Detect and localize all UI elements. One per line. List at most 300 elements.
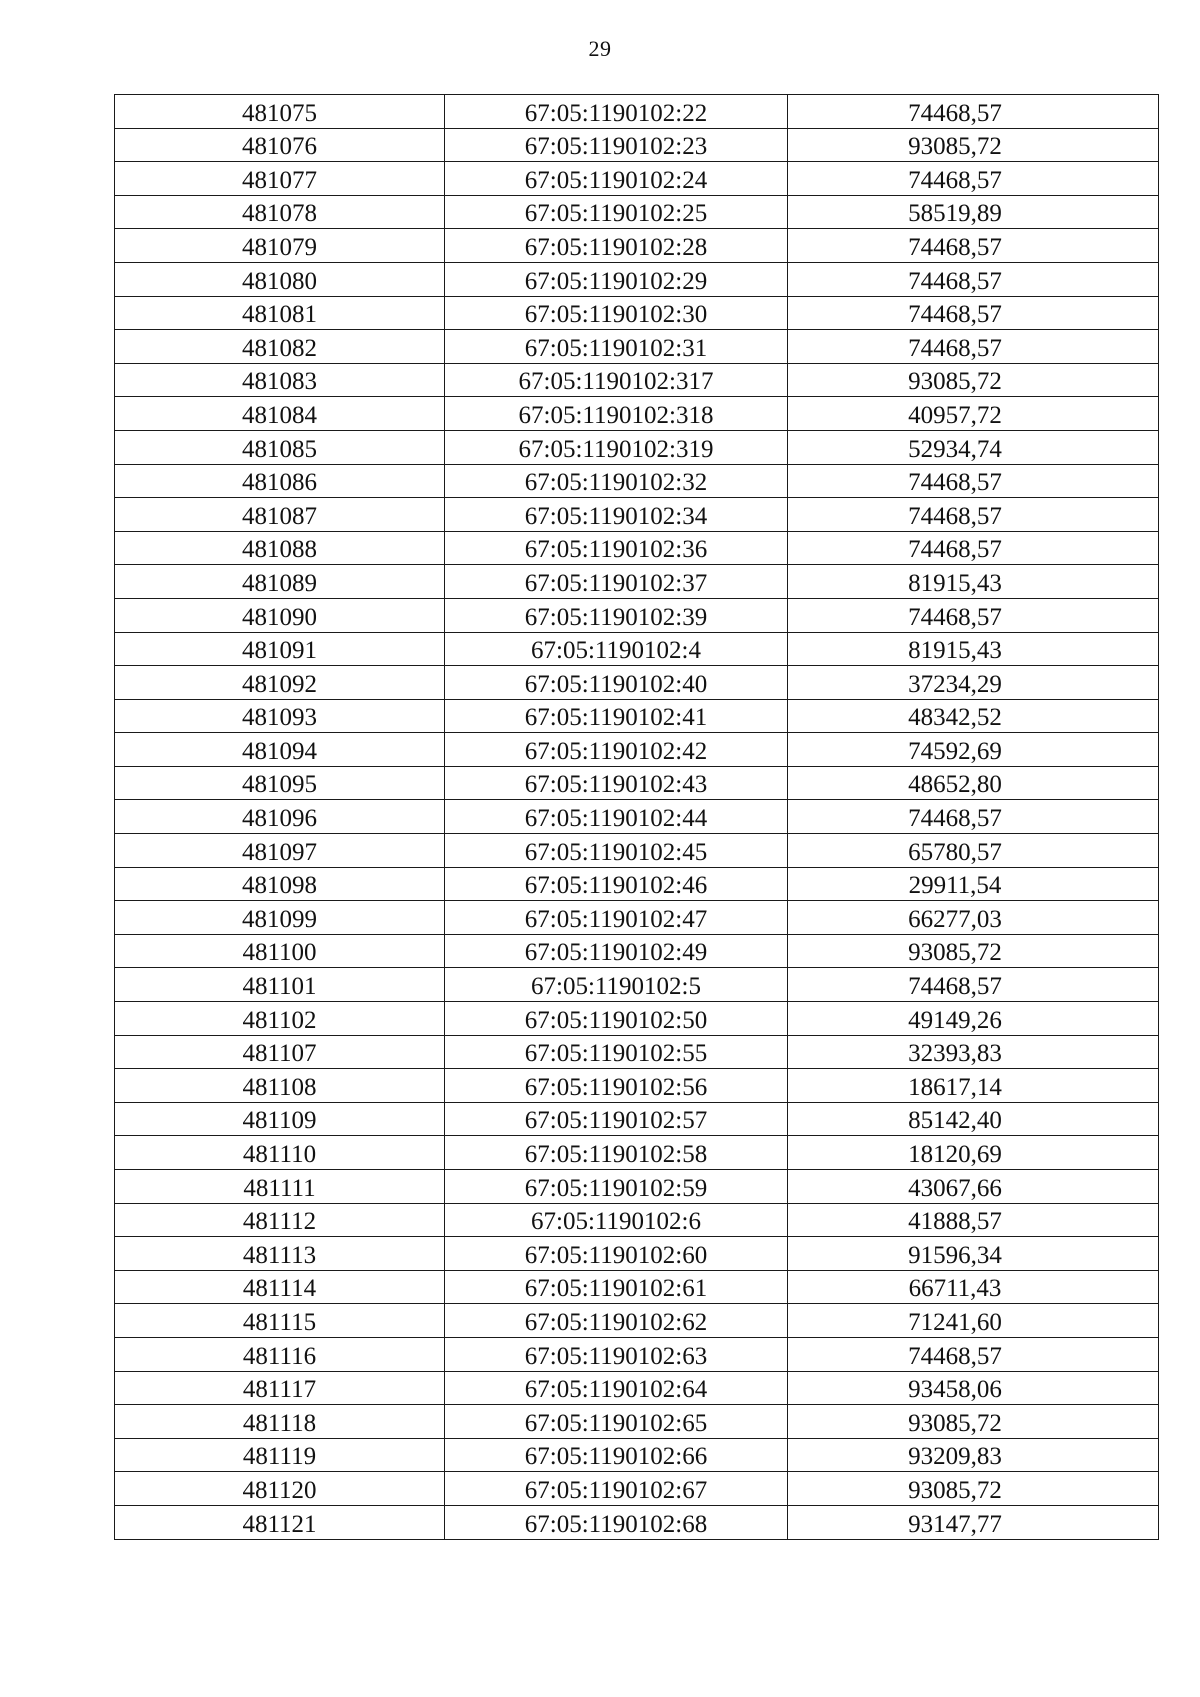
amount-cell	[788, 296, 1159, 330]
amount-cell	[788, 1102, 1159, 1136]
table-row	[115, 800, 1159, 834]
record-number-text: 481118	[242, 1409, 317, 1437]
amount-text: 29911,54	[908, 872, 1002, 900]
cadastral-number-cell	[445, 632, 788, 666]
cadastral-number-text: 67:05:1190102:40	[524, 670, 708, 698]
record-number-cell	[115, 598, 445, 632]
record-number-cell	[115, 162, 445, 196]
amount-text: 81915,43	[908, 569, 1002, 597]
record-number-cell	[115, 1203, 445, 1237]
cadastral-number-cell	[445, 1002, 788, 1036]
amount-cell	[788, 464, 1159, 498]
amount-text: 48342,52	[908, 704, 1002, 732]
record-number-cell	[115, 1002, 445, 1036]
cadastral-number-text: 67:05:1190102:319	[518, 435, 714, 463]
table-row	[115, 1304, 1159, 1338]
cadastral-number-cell	[445, 901, 788, 935]
table-row	[115, 1203, 1159, 1237]
amount-cell	[788, 1371, 1159, 1405]
cadastral-number-cell	[445, 1170, 788, 1204]
cadastral-number-text: 67:05:1190102:46	[524, 872, 708, 900]
table-row	[115, 867, 1159, 901]
amount-text: 93085,72	[908, 133, 1002, 161]
cadastral-number-text: 67:05:1190102:44	[524, 805, 708, 833]
record-number-cell	[115, 363, 445, 397]
amount-text: 74468,57	[908, 973, 1002, 1001]
record-number-cell	[115, 1069, 445, 1103]
record-number-text: 481089	[242, 569, 317, 597]
table-row	[115, 430, 1159, 464]
table-row	[115, 834, 1159, 868]
record-number-cell	[115, 632, 445, 666]
table-row	[115, 296, 1159, 330]
table-row	[115, 1405, 1159, 1439]
record-number-text: 481109	[242, 1107, 317, 1135]
cadastral-number-text: 67:05:1190102:65	[524, 1409, 708, 1437]
cadastral-number-cell	[445, 1505, 788, 1539]
amount-cell	[788, 1505, 1159, 1539]
amount-text: 93085,72	[908, 1409, 1002, 1437]
amount-text: 93147,77	[908, 1510, 1002, 1538]
cadastral-number-text: 67:05:1190102:23	[524, 133, 708, 161]
record-number-cell	[115, 733, 445, 767]
record-number-text: 481077	[242, 166, 317, 194]
table-row	[115, 598, 1159, 632]
table-row	[115, 1472, 1159, 1506]
record-number-cell	[115, 766, 445, 800]
amount-cell	[788, 901, 1159, 935]
cadastral-number-text: 67:05:1190102:63	[524, 1342, 708, 1370]
cadastral-number-cell	[445, 1136, 788, 1170]
record-number-text: 481099	[242, 905, 317, 933]
cadastral-number-text: 67:05:1190102:41	[524, 704, 708, 732]
cadastral-number-text: 67:05:1190102:28	[524, 233, 708, 261]
amount-text: 74468,57	[908, 805, 1002, 833]
cadastral-number-text: 67:05:1190102:47	[524, 905, 708, 933]
amount-cell	[788, 1203, 1159, 1237]
table-row	[115, 968, 1159, 1002]
table-row	[115, 934, 1159, 968]
record-number-text: 481090	[242, 603, 317, 631]
cadastral-number-cell	[445, 1304, 788, 1338]
record-number-cell	[115, 1505, 445, 1539]
cadastral-number-text: 67:05:1190102:60	[524, 1241, 708, 1269]
amount-text: 32393,83	[908, 1040, 1002, 1068]
record-number-text: 481100	[242, 939, 317, 967]
table-row	[115, 1505, 1159, 1539]
record-number-text: 481120	[242, 1476, 317, 1504]
cadastral-number-cell	[445, 1337, 788, 1371]
amount-cell	[788, 867, 1159, 901]
cadastral-number-cell	[445, 800, 788, 834]
table-row	[115, 262, 1159, 296]
cadastral-number-text: 67:05:1190102:34	[524, 502, 708, 530]
amount-cell	[788, 632, 1159, 666]
record-number-text: 481084	[242, 401, 317, 429]
amount-cell	[788, 968, 1159, 1002]
table-row	[115, 766, 1159, 800]
record-number-text: 481091	[242, 637, 317, 665]
record-number-text: 481096	[242, 805, 317, 833]
amount-cell	[788, 800, 1159, 834]
amount-text: 93085,72	[908, 368, 1002, 396]
cadastral-number-text: 67:05:1190102:31	[524, 334, 708, 362]
cadastral-number-text: 67:05:1190102:61	[524, 1275, 708, 1303]
record-number-text: 481112	[242, 1208, 317, 1236]
record-number-cell	[115, 195, 445, 229]
cadastral-number-text: 67:05:1190102:37	[524, 569, 708, 597]
amount-cell	[788, 1170, 1159, 1204]
record-number-cell	[115, 296, 445, 330]
page-number: 29	[588, 36, 612, 61]
table-row	[115, 162, 1159, 196]
amount-cell	[788, 229, 1159, 263]
cadastral-number-text: 67:05:1190102:64	[524, 1376, 708, 1404]
cadastral-number-cell	[445, 397, 788, 431]
amount-text: 91596,34	[908, 1241, 1002, 1269]
amount-text: 65780,57	[908, 838, 1002, 866]
record-number-text: 481101	[242, 973, 317, 1001]
record-number-text: 481080	[242, 267, 317, 295]
cadastral-number-cell	[445, 968, 788, 1002]
cadastral-number-cell	[445, 430, 788, 464]
cadastral-number-text: 67:05:1190102:5	[531, 973, 701, 1001]
cadastral-number-cell	[445, 464, 788, 498]
amount-text: 93085,72	[908, 1476, 1002, 1504]
table-row	[115, 1337, 1159, 1371]
cadastral-number-cell	[445, 1438, 788, 1472]
record-number-text: 481082	[242, 334, 317, 362]
amount-text: 74468,57	[908, 166, 1002, 194]
record-number-cell	[115, 498, 445, 532]
cadastral-number-text: 67:05:1190102:58	[524, 1141, 708, 1168]
table-row	[115, 1136, 1159, 1170]
cadastral-number-cell	[445, 195, 788, 229]
record-number-text: 481085	[242, 435, 317, 463]
table-row	[115, 531, 1159, 565]
record-number-text: 481083	[242, 368, 317, 396]
record-number-text: 481097	[242, 838, 317, 866]
amount-text: 66711,43	[908, 1275, 1002, 1303]
cadastral-number-cell	[445, 1472, 788, 1506]
table-row	[115, 1237, 1159, 1271]
table-body	[115, 95, 1159, 1540]
cadastral-number-text: 67:05:1190102:49	[524, 939, 708, 967]
cadastral-number-text: 67:05:1190102:42	[524, 737, 708, 765]
cadastral-number-text: 67:05:1190102:68	[524, 1510, 708, 1538]
amount-cell	[788, 128, 1159, 162]
record-number-cell	[115, 699, 445, 733]
amount-cell	[788, 666, 1159, 700]
cadastral-number-cell	[445, 1237, 788, 1271]
amount-text: 66277,03	[908, 905, 1002, 933]
amount-cell	[788, 195, 1159, 229]
amount-text: 93209,83	[908, 1443, 1002, 1471]
cadastral-number-text: 67:05:1190102:29	[524, 267, 708, 295]
table-row	[115, 1371, 1159, 1405]
table-row	[115, 363, 1159, 397]
table-row	[115, 330, 1159, 364]
amount-cell	[788, 1405, 1159, 1439]
record-number-cell	[115, 1035, 445, 1069]
record-number-text: 481075	[242, 99, 317, 127]
cadastral-number-text: 67:05:1190102:57	[524, 1107, 708, 1135]
cadastral-number-cell	[445, 666, 788, 700]
amount-text: 58519,89	[908, 200, 1002, 228]
amount-cell	[788, 766, 1159, 800]
amount-cell	[788, 733, 1159, 767]
cadastral-number-cell	[445, 766, 788, 800]
amount-text: 37234,29	[908, 670, 1002, 698]
table-row	[115, 1270, 1159, 1304]
cadastral-number-cell	[445, 296, 788, 330]
record-number-text: 481110	[242, 1141, 317, 1168]
cadastral-number-cell	[445, 934, 788, 968]
cadastral-number-text: 67:05:1190102:22	[524, 99, 708, 127]
amount-cell	[788, 262, 1159, 296]
amount-cell	[788, 1035, 1159, 1069]
record-number-text: 481094	[242, 737, 317, 765]
amount-text: 74468,57	[908, 536, 1002, 564]
table-row	[115, 632, 1159, 666]
amount-cell	[788, 330, 1159, 364]
record-number-text: 481078	[242, 200, 317, 228]
record-number-cell	[115, 1371, 445, 1405]
table-row	[115, 733, 1159, 767]
table-row	[115, 464, 1159, 498]
cadastral-number-cell	[445, 733, 788, 767]
amount-text: 41888,57	[908, 1208, 1002, 1236]
cadastral-number-cell	[445, 363, 788, 397]
amount-cell	[788, 1069, 1159, 1103]
cadastral-number-cell	[445, 834, 788, 868]
amount-text: 74592,69	[908, 737, 1002, 765]
amount-text: 49149,26	[908, 1006, 1002, 1034]
record-number-cell	[115, 1136, 445, 1170]
amount-cell	[788, 1136, 1159, 1170]
cadastral-number-cell	[445, 1035, 788, 1069]
amount-cell	[788, 1270, 1159, 1304]
amount-cell	[788, 95, 1159, 129]
amount-text: 74468,57	[908, 502, 1002, 530]
amount-cell	[788, 397, 1159, 431]
amount-text: 74468,57	[908, 603, 1002, 631]
record-number-cell	[115, 531, 445, 565]
cadastral-number-text: 67:05:1190102:6	[531, 1208, 701, 1236]
record-number-cell	[115, 834, 445, 868]
record-number-text: 481086	[242, 469, 317, 497]
record-number-cell	[115, 95, 445, 129]
amount-text: 18120,69	[908, 1141, 1002, 1168]
amount-text: 74468,57	[908, 1342, 1002, 1370]
amount-text: 74468,57	[908, 267, 1002, 295]
amount-text: 74468,57	[908, 469, 1002, 497]
record-number-cell	[115, 1270, 445, 1304]
record-number-cell	[115, 800, 445, 834]
cadastral-number-text: 67:05:1190102:45	[524, 838, 708, 866]
table-row	[115, 128, 1159, 162]
record-number-cell	[115, 1170, 445, 1204]
amount-text: 93085,72	[908, 939, 1002, 967]
record-number-text: 481116	[242, 1342, 317, 1370]
cadastral-number-cell	[445, 262, 788, 296]
cadastral-number-text: 67:05:1190102:32	[524, 469, 708, 497]
cadastral-number-cell	[445, 1069, 788, 1103]
record-number-cell	[115, 1237, 445, 1271]
record-number-text: 481117	[242, 1376, 317, 1404]
amount-cell	[788, 363, 1159, 397]
cadastral-number-text: 67:05:1190102:50	[524, 1006, 708, 1034]
amount-text: 71241,60	[908, 1308, 1002, 1336]
amount-cell	[788, 498, 1159, 532]
cadastral-number-cell	[445, 565, 788, 599]
record-number-text: 481111	[243, 1174, 316, 1202]
cadastral-number-text: 67:05:1190102:56	[524, 1073, 708, 1101]
table-row	[115, 1035, 1159, 1069]
cadastral-number-text: 67:05:1190102:55	[524, 1040, 708, 1068]
record-number-cell	[115, 934, 445, 968]
amount-cell	[788, 430, 1159, 464]
record-number-text: 481087	[242, 502, 317, 530]
cadastral-number-text: 67:05:1190102:36	[524, 536, 708, 564]
cadastral-number-text: 67:05:1190102:66	[524, 1443, 708, 1471]
record-number-cell	[115, 430, 445, 464]
amount-text: 74468,57	[908, 334, 1002, 362]
amount-text: 93458,06	[908, 1376, 1002, 1404]
cadastral-number-text: 67:05:1190102:318	[518, 401, 714, 429]
amount-text: 74468,57	[908, 233, 1002, 261]
amount-cell	[788, 1304, 1159, 1338]
amount-cell	[788, 565, 1159, 599]
record-number-text: 481098	[242, 872, 317, 900]
cadastral-number-text: 67:05:1190102:62	[524, 1308, 708, 1336]
cadastral-number-text: 67:05:1190102:67	[524, 1476, 708, 1504]
record-number-text: 481119	[242, 1443, 317, 1471]
amount-text: 74468,57	[908, 301, 1002, 329]
record-number-cell	[115, 262, 445, 296]
amount-cell	[788, 531, 1159, 565]
cadastral-number-text: 67:05:1190102:59	[524, 1174, 708, 1202]
cadastral-number-cell	[445, 699, 788, 733]
table-row	[115, 565, 1159, 599]
cadastral-number-text: 67:05:1190102:43	[524, 771, 708, 799]
record-number-cell	[115, 1438, 445, 1472]
record-number-text: 481102	[242, 1006, 317, 1034]
record-number-cell	[115, 128, 445, 162]
record-number-text: 481076	[242, 133, 317, 161]
record-number-cell	[115, 968, 445, 1002]
amount-cell	[788, 1237, 1159, 1271]
record-number-text: 481113	[242, 1241, 317, 1269]
record-number-text: 481079	[242, 233, 317, 261]
amount-text: 52934,74	[908, 435, 1002, 463]
cadastral-number-text: 67:05:1190102:25	[524, 200, 708, 228]
record-number-text: 481115	[242, 1308, 317, 1336]
record-number-text: 481081	[242, 301, 317, 329]
amount-text: 48652,80	[908, 771, 1002, 799]
record-number-text: 481093	[242, 704, 317, 732]
table-row	[115, 1069, 1159, 1103]
cadastral-number-cell	[445, 1203, 788, 1237]
cadastral-number-cell	[445, 128, 788, 162]
record-number-text: 481108	[242, 1073, 317, 1101]
cadastral-number-text: 67:05:1190102:30	[524, 301, 708, 329]
table-row	[115, 195, 1159, 229]
amount-cell	[788, 1472, 1159, 1506]
record-number-cell	[115, 1337, 445, 1371]
record-number-text: 481088	[242, 536, 317, 564]
amount-cell	[788, 1337, 1159, 1371]
cadastral-number-cell	[445, 162, 788, 196]
cadastral-number-cell	[445, 1102, 788, 1136]
record-number-cell	[115, 330, 445, 364]
cadastral-number-text: 67:05:1190102:4	[531, 637, 701, 665]
cadastral-number-text: 67:05:1190102:24	[524, 166, 708, 194]
record-number-cell	[115, 1405, 445, 1439]
cadastral-number-cell	[445, 1371, 788, 1405]
cadastral-number-cell	[445, 867, 788, 901]
table-row	[115, 1170, 1159, 1204]
table-row	[115, 397, 1159, 431]
record-number-text: 481121	[242, 1510, 317, 1538]
amount-cell	[788, 1438, 1159, 1472]
record-number-text: 481095	[242, 771, 317, 799]
cadastral-table	[114, 94, 1159, 1540]
cadastral-number-cell	[445, 95, 788, 129]
record-number-cell	[115, 666, 445, 700]
cadastral-table-container	[114, 94, 1158, 1540]
record-number-cell	[115, 867, 445, 901]
cadastral-number-cell	[445, 1270, 788, 1304]
cadastral-number-cell	[445, 531, 788, 565]
record-number-cell	[115, 397, 445, 431]
record-number-cell	[115, 1102, 445, 1136]
table-row	[115, 498, 1159, 532]
table-row	[115, 95, 1159, 129]
table-row	[115, 1438, 1159, 1472]
record-number-cell	[115, 1472, 445, 1506]
cadastral-number-cell	[445, 330, 788, 364]
record-number-text: 481107	[242, 1040, 317, 1068]
amount-text: 43067,66	[908, 1174, 1002, 1202]
table-row	[115, 229, 1159, 263]
amount-text: 81915,43	[908, 637, 1002, 665]
table-row	[115, 699, 1159, 733]
cadastral-number-cell	[445, 229, 788, 263]
amount-cell	[788, 934, 1159, 968]
table-row	[115, 1002, 1159, 1036]
amount-cell	[788, 1002, 1159, 1036]
amount-text: 18617,14	[908, 1073, 1002, 1101]
cadastral-number-text: 67:05:1190102:39	[524, 603, 708, 631]
amount-cell	[788, 699, 1159, 733]
amount-cell	[788, 834, 1159, 868]
table-row	[115, 901, 1159, 935]
cadastral-number-cell	[445, 598, 788, 632]
cadastral-number-text: 67:05:1190102:317	[518, 368, 714, 396]
amount-text: 40957,72	[908, 401, 1002, 429]
record-number-text: 481092	[242, 670, 317, 698]
amount-cell	[788, 598, 1159, 632]
record-number-cell	[115, 565, 445, 599]
table-row	[115, 1102, 1159, 1136]
record-number-cell	[115, 229, 445, 263]
cadastral-number-cell	[445, 498, 788, 532]
record-number-cell	[115, 901, 445, 935]
record-number-cell	[115, 1304, 445, 1338]
amount-text: 85142,40	[908, 1107, 1002, 1135]
record-number-cell	[115, 464, 445, 498]
